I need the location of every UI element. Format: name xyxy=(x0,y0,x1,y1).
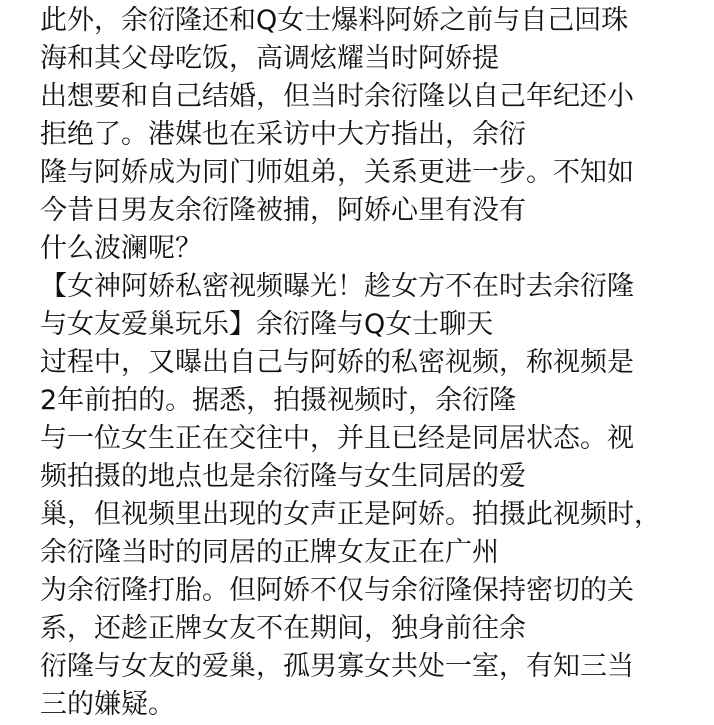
text-line: 过程中，又曝出自己与阿娇的私密视频，称视频是 xyxy=(40,347,634,378)
text-line: 海和其父母吃饭，高调炫耀当时阿娇提 xyxy=(40,43,499,74)
text-line: 巢，但视频里出现的女声正是阿娇。拍摄此视频时， xyxy=(40,499,661,530)
text-line: 出想要和自己结婚，但当时余衍隆以自己年纪还小 xyxy=(40,81,634,112)
text-line: 什么波澜呢？ xyxy=(40,233,202,264)
text-line: 三的嫌疑。 xyxy=(40,689,175,720)
text-line: 2年前拍的。据悉，拍摄视频时，余衍隆 xyxy=(40,385,517,416)
text-line: 与一位女生正在交往中，并且已经是同居状态。视 xyxy=(40,423,634,454)
text-line: 隆与阿娇成为同门师姐弟，关系更进一步。不知如 xyxy=(40,157,634,188)
text-line: 系，还趁正牌女友不在期间，独身前往余 xyxy=(40,613,526,644)
text-line: 衍隆与女友的爱巢，孤男寡女共处一室，有知三当 xyxy=(40,651,634,682)
text-line: 【女神阿娇私密视频曝光！趁女方不在时去余衍隆 xyxy=(40,271,634,302)
text-line: 为余衍隆打胎。但阿娇不仅与余衍隆保持密切的关 xyxy=(40,575,634,606)
text-line: 拒绝了。港媒也在采访中大方指出，余衍 xyxy=(40,119,526,150)
text-line: 与女友爱巢玩乐】余衍隆与Q女士聊天 xyxy=(40,309,494,340)
text-line: 今昔日男友余衍隆被捕，阿娇心里有没有 xyxy=(40,195,526,226)
text-line: 此外，余衍隆还和Q女士爆料阿娇之前与自己回珠 xyxy=(40,5,629,36)
text-line: 频拍摄的地点也是余衍隆与女生同居的爱 xyxy=(40,461,526,492)
text-line: 余衍隆当时的同居的正牌女友正在广州 xyxy=(40,537,499,568)
